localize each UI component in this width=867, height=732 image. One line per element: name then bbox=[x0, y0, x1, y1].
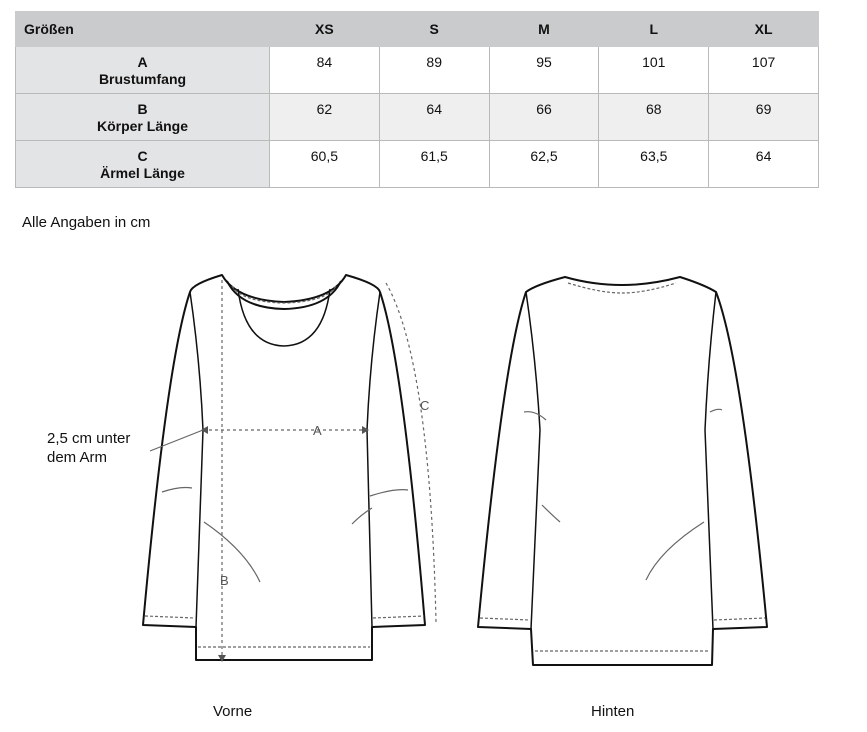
front-right-armhole bbox=[367, 292, 380, 627]
label-a: A bbox=[313, 423, 322, 438]
back-left-armhole bbox=[526, 292, 540, 629]
header-size-xl: XL bbox=[709, 12, 819, 47]
back-hem-stitching bbox=[480, 618, 765, 651]
header-size-m: M bbox=[489, 12, 599, 47]
row-letter: A bbox=[137, 54, 148, 70]
table-row bbox=[16, 94, 819, 141]
back-right-armhole bbox=[705, 292, 716, 629]
header-size-xs: XS bbox=[270, 12, 380, 47]
row-letter: B bbox=[137, 101, 148, 117]
table-cell: 64 bbox=[379, 94, 489, 141]
front-hem-stitching bbox=[145, 616, 424, 647]
back-shirt-outline bbox=[478, 277, 767, 665]
table-cell: 62 bbox=[270, 94, 380, 141]
table-cell: 63,5 bbox=[599, 141, 709, 188]
header-size-s: S bbox=[379, 12, 489, 47]
row-head-b bbox=[16, 94, 270, 141]
table-row bbox=[16, 141, 819, 188]
units-note: Alle Angaben in cm bbox=[22, 214, 151, 231]
armpit-pointer-line bbox=[150, 430, 203, 451]
row-head-c bbox=[16, 141, 270, 188]
table-cell: 95 bbox=[489, 47, 599, 94]
table-cell: 101 bbox=[599, 47, 709, 94]
header-sizes-label: Größen bbox=[16, 12, 270, 47]
label-c: C bbox=[420, 398, 430, 413]
front-shirt-outline bbox=[143, 275, 425, 660]
front-left-armhole bbox=[190, 292, 203, 627]
header-size-l: L bbox=[599, 12, 709, 47]
row-name: Körper Länge bbox=[96, 118, 188, 134]
front-caption: Vorne bbox=[213, 703, 253, 720]
shirt-diagrams bbox=[0, 240, 867, 680]
armpit-note-line1: 2,5 cm unter bbox=[47, 430, 131, 447]
table-cell: 84 bbox=[270, 47, 380, 94]
label-b: B bbox=[220, 573, 229, 588]
table-cell: 61,5 bbox=[379, 141, 489, 188]
table-cell: 69 bbox=[709, 94, 819, 141]
table-cell: 68 bbox=[599, 94, 709, 141]
row-head-a bbox=[16, 47, 270, 94]
table-cell: 60,5 bbox=[270, 141, 380, 188]
size-table bbox=[15, 11, 819, 188]
arrow-a-right-icon bbox=[362, 426, 369, 434]
back-caption: Hinten bbox=[591, 703, 635, 720]
table-row bbox=[16, 47, 819, 94]
header-row bbox=[16, 12, 819, 47]
table-cell: 62,5 bbox=[489, 141, 599, 188]
measure-line-c bbox=[386, 283, 436, 622]
table-cell: 107 bbox=[709, 47, 819, 94]
arrow-a-left-icon bbox=[201, 426, 208, 434]
row-name: Ärmel Länge bbox=[100, 165, 185, 181]
table-cell: 89 bbox=[379, 47, 489, 94]
row-letter: C bbox=[137, 148, 148, 164]
row-name: Brustumfang bbox=[98, 71, 187, 87]
back-fold-lines bbox=[524, 409, 722, 580]
table-cell: 66 bbox=[489, 94, 599, 141]
armpit-note-line2: dem Arm bbox=[47, 449, 108, 466]
table-cell: 64 bbox=[709, 141, 819, 188]
